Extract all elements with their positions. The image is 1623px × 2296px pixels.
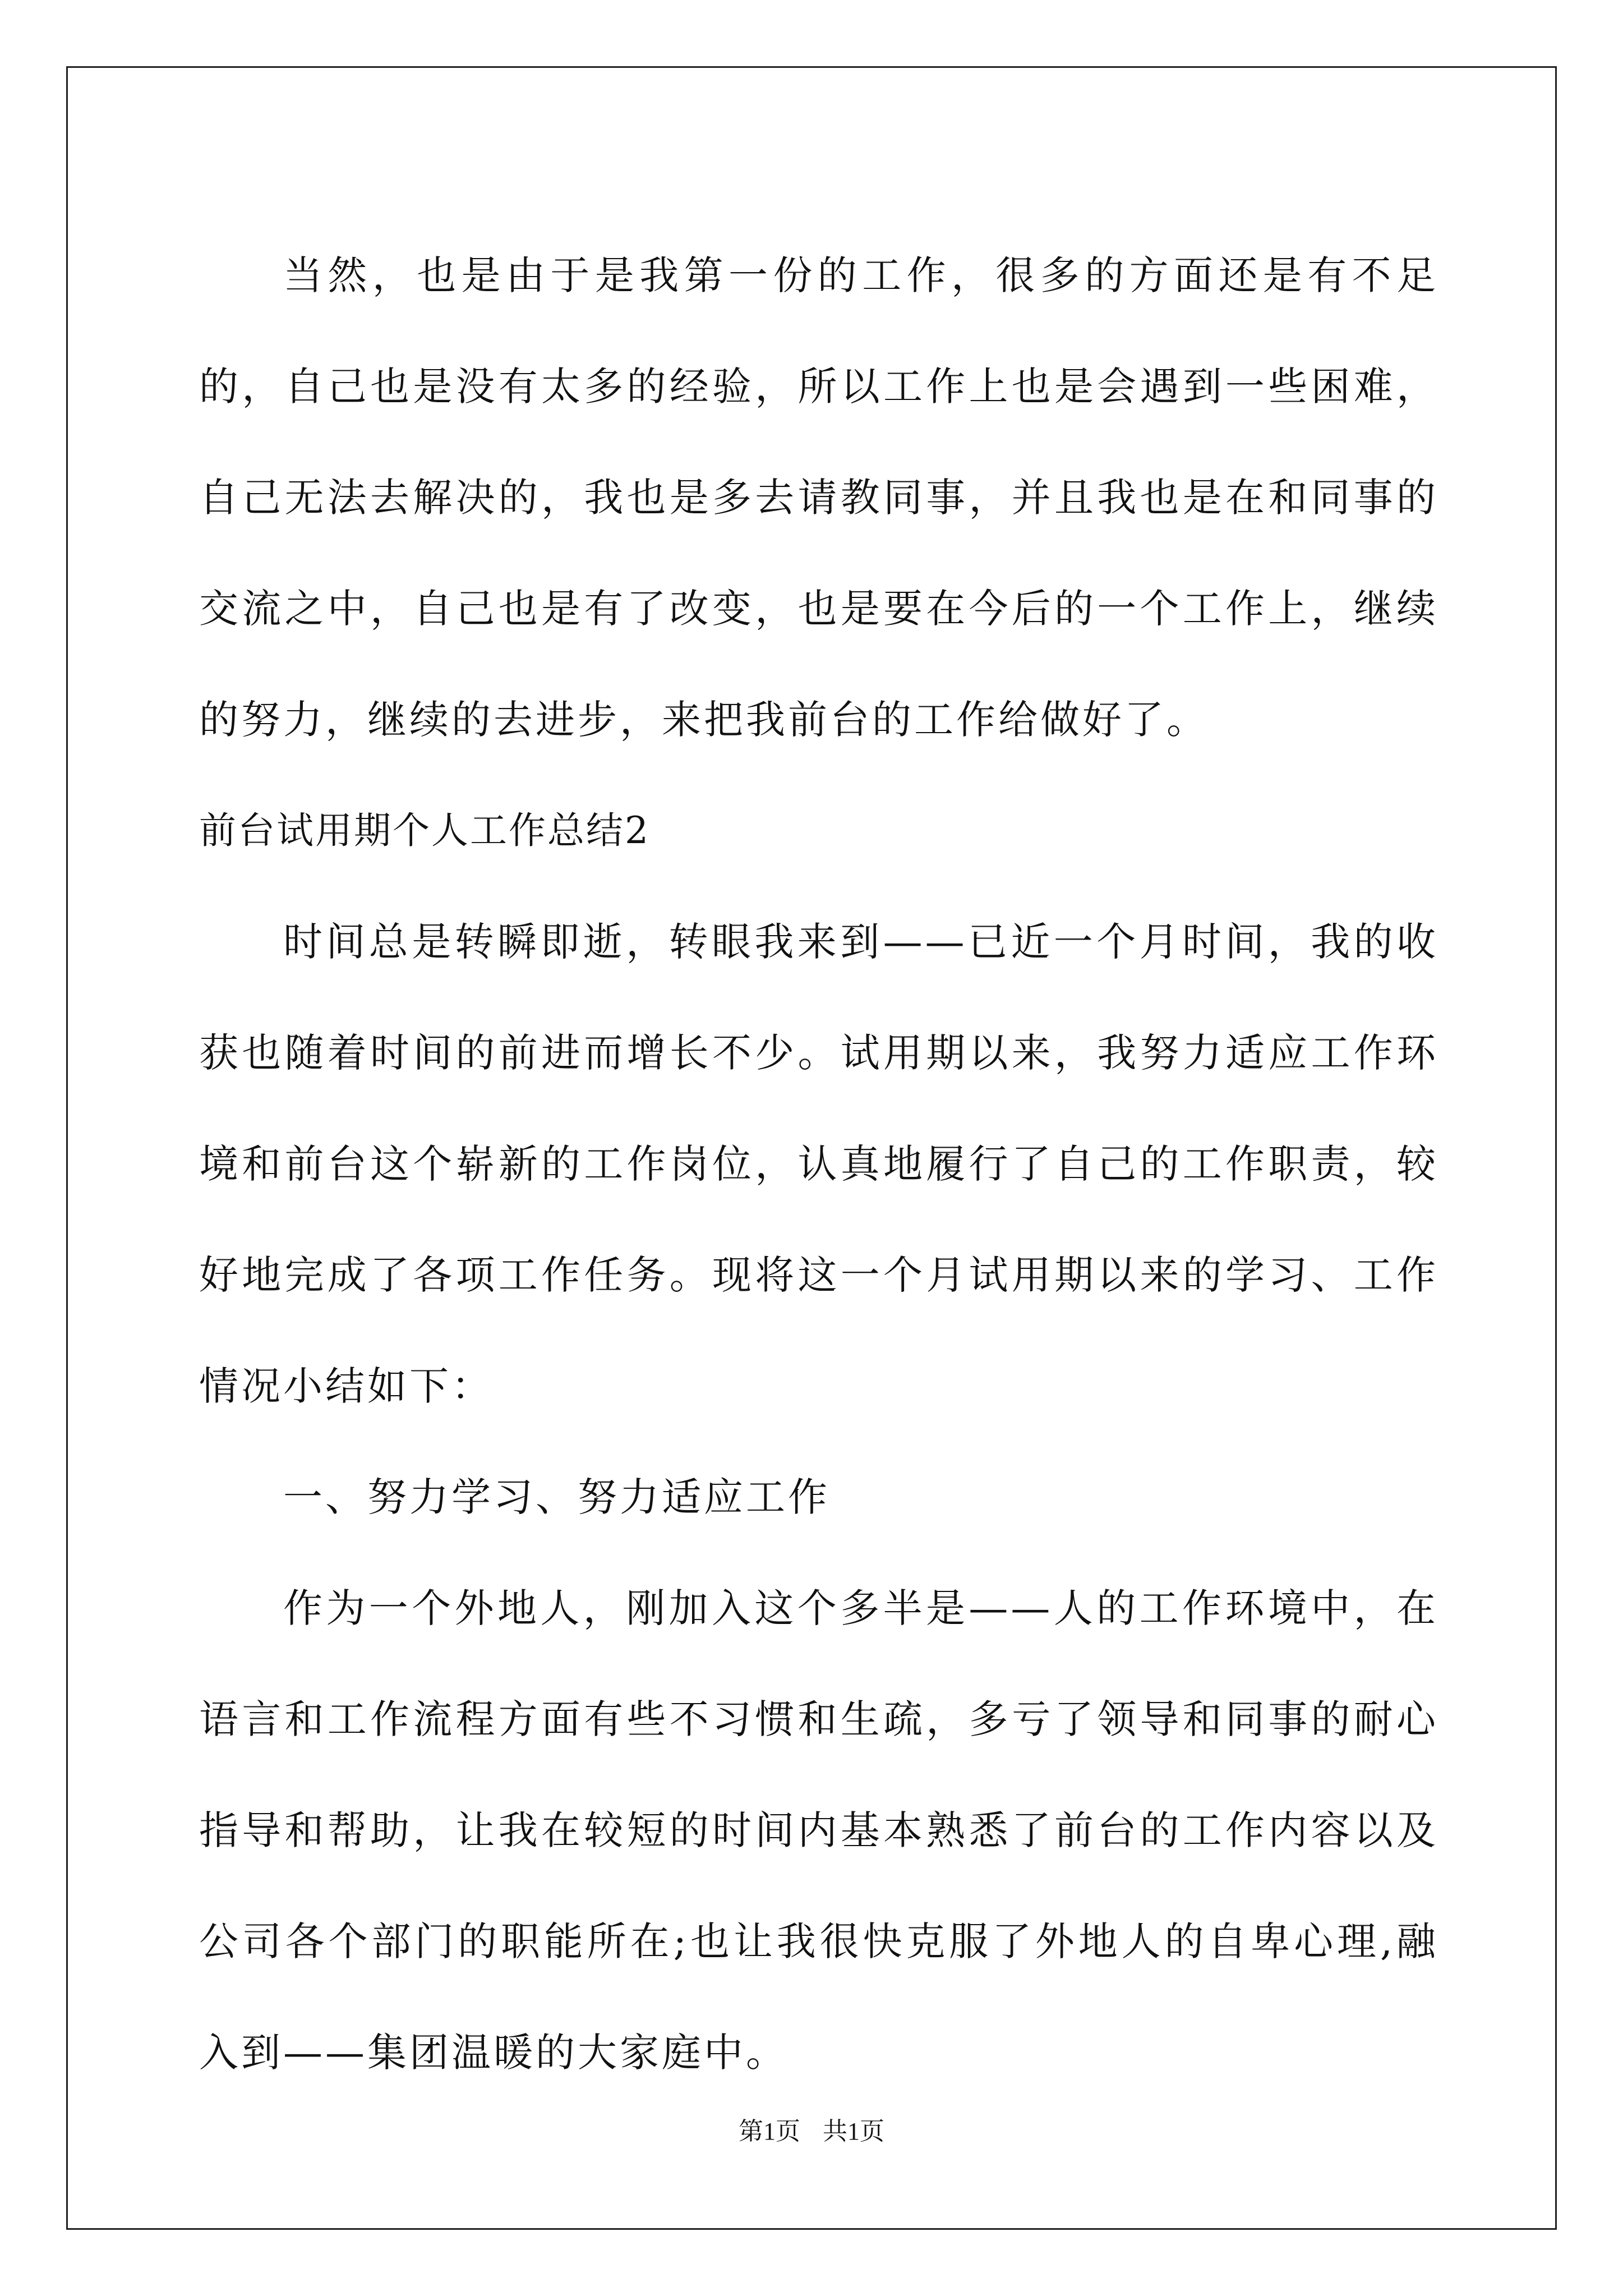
paragraph-time: 时间总是转瞬即逝，转眼我来到——已近一个月时间，我的收获也随着时间的前进而增长不少。试用期以来，我努力适应工作环境和前台这个崭新的工作岗位，认真地履行了自己的工作职责，较好地完成了各项工作任务。现将这一个月试用期以来的学习、工作情况小结如下： xyxy=(199,919,1438,1409)
section-title: 前台试用期个人工作总结2 xyxy=(199,809,650,852)
document-body xyxy=(199,220,1438,2108)
subheading-learning: 一、努力学习、努力适应工作 xyxy=(283,1474,830,1520)
page-footer xyxy=(0,2116,1623,2147)
page-number: 第1页 xyxy=(739,2118,800,2145)
paragraph-intro: 当然，也是由于是我第一份的工作，很多的方面还是有不足的，自己也是没有太多的经验，所以工作上也是会遇到一些困难，自己无法去解决的，我也是多去请教同事，并且我也是在和同事的交流之中，自己也是有了改变，也是要在今后的一个工作上，继续的努力，继续的去进步，来把我前台的工作给做好了。 xyxy=(199,252,1438,743)
paragraph-outsider: 作为一个外地人，刚加入这个多半是——人的工作环境中，在语言和工作流程方面有些不习惯和生疏，多亏了领导和同事的耐心指导和帮助，让我在较短的时间内基本熟悉了前台的工作内容以及公司各个部门的职能所在;也让我很快克服了外地人的自卑心理,融入到——集团温暖的大家庭中。 xyxy=(199,1585,1438,2076)
page-total: 共1页 xyxy=(823,2118,884,2145)
